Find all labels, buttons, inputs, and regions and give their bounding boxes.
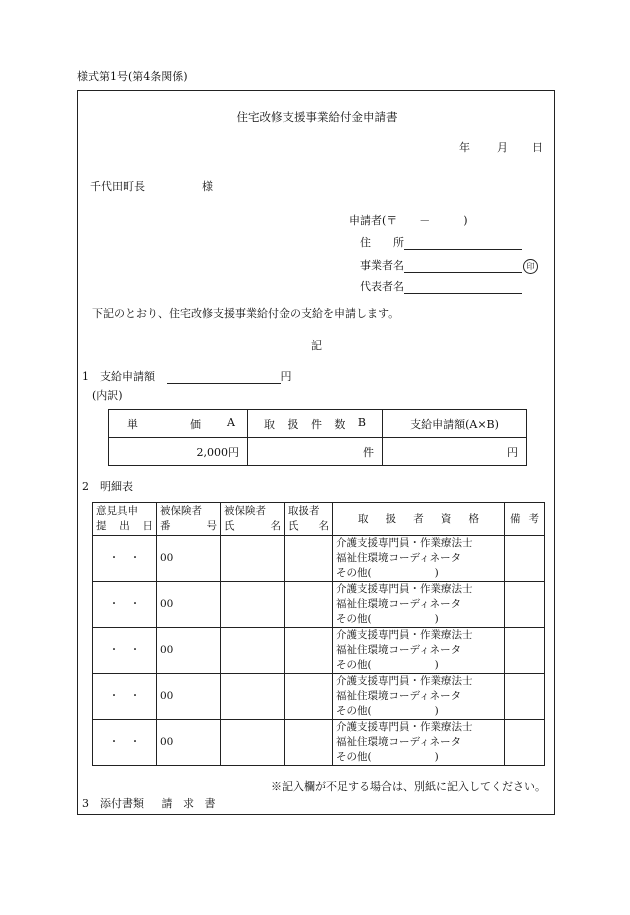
breakdown-values bbox=[109, 438, 527, 466]
insured-number-header: 被保険者 番 号 bbox=[157, 503, 221, 536]
count-header: 取 扱 件 数 B bbox=[248, 410, 383, 438]
detail-table bbox=[92, 502, 545, 766]
unit-price-value[interactable]: 2,000円 bbox=[109, 438, 248, 466]
remarks-cell[interactable] bbox=[505, 674, 545, 720]
qualification-header: 取 扱 者 資 格 bbox=[333, 503, 505, 536]
insured-number-cell[interactable]: 00 bbox=[157, 720, 221, 766]
remarks-header: 備 考 bbox=[505, 503, 545, 536]
remarks-cell[interactable] bbox=[505, 536, 545, 582]
qualification-cell[interactable]: 介護支援専門員・作業療法士 福祉住環境コーディネータ その他( ) bbox=[333, 628, 505, 674]
date-year: 年 bbox=[459, 141, 470, 154]
address-label: 住 所 bbox=[360, 236, 404, 249]
business-label: 事業者名 bbox=[360, 259, 404, 272]
handler-name-cell[interactable] bbox=[285, 720, 333, 766]
section1-row bbox=[82, 368, 292, 384]
date-day: 日 bbox=[532, 141, 543, 154]
section1-unit: 円 bbox=[280, 370, 292, 383]
section3-row bbox=[82, 795, 216, 811]
breakdown-table bbox=[108, 409, 527, 466]
ki-mark: 記 bbox=[311, 339, 322, 352]
insured-number-cell[interactable]: 00 bbox=[157, 628, 221, 674]
form-title: 住宅改修支援事業給付金申請書 bbox=[236, 110, 398, 124]
insured-name-cell[interactable] bbox=[221, 628, 285, 674]
count-value[interactable]: 件 bbox=[248, 438, 383, 466]
section1-label: 1 支給申請額 bbox=[82, 370, 155, 383]
statement: 下記のとおり、住宅改修支援事業給付金の支給を申請します。 bbox=[92, 307, 400, 320]
amount-value[interactable]: 円 bbox=[383, 438, 527, 466]
representative-row bbox=[360, 278, 522, 294]
submit-date-cell[interactable]: ・ ・ bbox=[93, 720, 157, 766]
table-row bbox=[93, 674, 545, 720]
seal-mark: 印 bbox=[523, 259, 538, 274]
submit-date-cell[interactable]: ・ ・ bbox=[93, 582, 157, 628]
detail-header bbox=[93, 503, 545, 536]
insured-name-cell[interactable] bbox=[221, 720, 285, 766]
qualification-cell[interactable]: 介護支援専門員・作業療法士 福祉住環境コーディネータ その他( ) bbox=[333, 536, 505, 582]
remarks-cell[interactable] bbox=[505, 582, 545, 628]
business-field[interactable] bbox=[404, 259, 522, 273]
date-header: 意見具申 提 出 日 bbox=[93, 503, 157, 536]
application-form bbox=[77, 90, 555, 815]
attached-document: 請 求 書 bbox=[161, 797, 216, 810]
handler-name-cell[interactable] bbox=[285, 674, 333, 720]
unit-price-header: 単 価 A bbox=[109, 410, 248, 438]
handler-name-cell[interactable] bbox=[285, 536, 333, 582]
representative-field[interactable] bbox=[404, 280, 522, 294]
submit-date-cell[interactable]: ・ ・ bbox=[93, 536, 157, 582]
insured-name-header: 被保険者 氏 名 bbox=[221, 503, 285, 536]
handler-name-cell[interactable] bbox=[285, 582, 333, 628]
date-month: 月 bbox=[497, 141, 508, 154]
remarks-cell[interactable] bbox=[505, 720, 545, 766]
addressee-honorific: 様 bbox=[202, 180, 213, 193]
payment-amount-field[interactable] bbox=[167, 370, 281, 384]
qualification-cell[interactable]: 介護支援専門員・作業療法士 福祉住環境コーディネータ その他( ) bbox=[333, 674, 505, 720]
breakdown-label: (内訳) bbox=[92, 389, 123, 402]
section3-label: 3 添付書類 bbox=[82, 797, 144, 810]
breakdown-header bbox=[109, 410, 527, 438]
table-row bbox=[93, 628, 545, 674]
insured-name-cell[interactable] bbox=[221, 536, 285, 582]
handler-name-cell[interactable] bbox=[285, 628, 333, 674]
business-row bbox=[360, 257, 538, 274]
qualification-cell[interactable]: 介護支援専門員・作業療法士 福祉住環境コーディネータ その他( ) bbox=[333, 582, 505, 628]
insured-number-cell[interactable]: 00 bbox=[157, 536, 221, 582]
address-field[interactable] bbox=[404, 236, 522, 250]
table-row bbox=[93, 582, 545, 628]
representative-label: 代表者名 bbox=[360, 280, 404, 293]
amount-header: 支給申請額(A×B) bbox=[383, 410, 527, 438]
table-row bbox=[93, 720, 545, 766]
overflow-note: ※記入欄が不足する場合は、別紙に記入してください。 bbox=[271, 780, 546, 793]
insured-name-cell[interactable] bbox=[221, 674, 285, 720]
applicant-label: 申請者(〒 － ) bbox=[349, 214, 468, 227]
address-row bbox=[360, 234, 522, 250]
insured-number-cell[interactable]: 00 bbox=[157, 582, 221, 628]
form-reference: 様式第1号(第4条関係) bbox=[77, 70, 188, 83]
handler-name-header: 取扱者 氏 名 bbox=[285, 503, 333, 536]
qualification-cell[interactable]: 介護支援専門員・作業療法士 福祉住環境コーディネータ その他( ) bbox=[333, 720, 505, 766]
submit-date-cell[interactable]: ・ ・ bbox=[93, 674, 157, 720]
table-row bbox=[93, 536, 545, 582]
addressee-name: 千代田町長 bbox=[90, 180, 145, 193]
insured-number-cell[interactable]: 00 bbox=[157, 674, 221, 720]
remarks-cell[interactable] bbox=[505, 628, 545, 674]
submit-date-cell[interactable]: ・ ・ bbox=[93, 628, 157, 674]
section2-label: 2 明細表 bbox=[82, 480, 133, 493]
insured-name-cell[interactable] bbox=[221, 582, 285, 628]
